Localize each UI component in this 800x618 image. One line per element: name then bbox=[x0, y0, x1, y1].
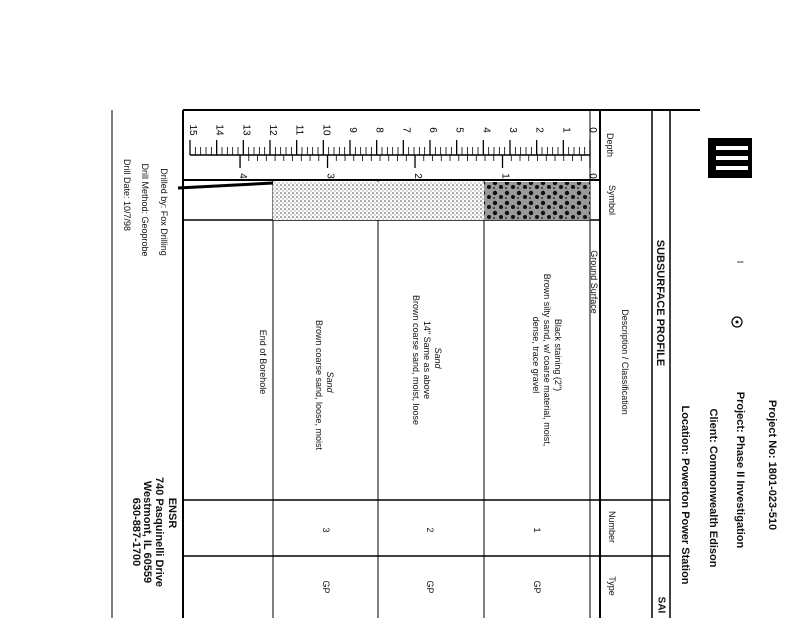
company-address-1: 740 Pasquinelli Drive bbox=[153, 476, 165, 588]
layer-1-number: 1 bbox=[532, 527, 542, 533]
company-phone: 630-887-1700 bbox=[130, 497, 142, 567]
depth-ft-label: 15 bbox=[187, 124, 198, 136]
layer-3-number: 3 bbox=[321, 527, 331, 533]
col-number: Number bbox=[607, 510, 617, 544]
depth-ft-label: 7 bbox=[400, 127, 412, 133]
depth-m-label: 1 bbox=[499, 173, 511, 179]
layer-3-line-1: Brown coarse sand, loose, moist bbox=[314, 319, 324, 451]
layer-2-line-1: 14" Same as above bbox=[422, 320, 432, 400]
depth-ft-label: 4 bbox=[480, 127, 492, 133]
depth-ft-label: 14 bbox=[213, 124, 225, 136]
client-name: Client: Commonwealth Edison bbox=[707, 408, 719, 568]
depth-ft-label: 8 bbox=[373, 127, 385, 133]
symbol-gravel-fill bbox=[484, 182, 590, 220]
layer-1-type: GP bbox=[532, 580, 542, 594]
col-symbol: Symbol bbox=[607, 184, 617, 216]
symbol-sand-fill bbox=[273, 182, 484, 220]
depth-ft-label: 0 bbox=[587, 127, 598, 133]
col-type: Type bbox=[607, 576, 617, 596]
end-of-borehole: End of Borehole bbox=[258, 329, 268, 395]
layer-2-type: GP bbox=[425, 580, 435, 594]
depth-ft-label: 6 bbox=[427, 127, 438, 133]
layer-2-number: 2 bbox=[425, 527, 435, 533]
layer-1-line-2: Brown silty sand, w/ coarse material, moist, bbox=[542, 273, 552, 447]
drilled-by: Drilled by: Fox Drilling bbox=[159, 168, 169, 256]
drill-date: Drill Date: 10/7/98 bbox=[122, 158, 132, 232]
company-name: ENSR bbox=[166, 497, 178, 529]
samples-header-partial: SAI bbox=[655, 596, 667, 614]
project-name: Project: Phase II Investigation bbox=[734, 391, 746, 549]
depth-m-label: 3 bbox=[324, 173, 336, 179]
depth-ft-label: 13 bbox=[240, 124, 252, 136]
layer-1-line-1: Black staining (2") bbox=[553, 318, 563, 392]
depth-scale bbox=[190, 140, 590, 168]
layer-2-line-2: Brown coarse sand, moist, loose bbox=[411, 294, 421, 426]
company-address-2: Westmont, IL 60559 bbox=[141, 480, 153, 584]
section-title: SUBSURFACE PROFILE bbox=[654, 239, 666, 367]
project-number: Project No: 1801-023-510 bbox=[766, 399, 778, 531]
depth-ft-label: 1 bbox=[560, 127, 572, 133]
col-depth: Depth bbox=[605, 132, 615, 158]
layer-2-title: Sand bbox=[433, 347, 443, 369]
header-mark: I bbox=[735, 260, 745, 264]
depth-ft-labels bbox=[187, 124, 598, 136]
layer-3-type: GP bbox=[321, 580, 331, 594]
site-location: Location: Powerton Power Station bbox=[679, 405, 691, 585]
depth-ft-label: 2 bbox=[533, 127, 545, 133]
ground-surface-label: Ground Surface bbox=[589, 250, 599, 314]
lithology-symbols bbox=[273, 182, 590, 220]
depth-ft-label: 10 bbox=[320, 124, 332, 136]
layer-1-line-3: dense, trace gravel bbox=[531, 316, 541, 394]
depth-ft-label: 9 bbox=[347, 127, 358, 133]
depth-ft-label: 3 bbox=[507, 127, 518, 133]
layer-3-title: Sand bbox=[325, 371, 335, 393]
depth-ft-label: 11 bbox=[293, 124, 305, 136]
ensr-logo bbox=[708, 138, 752, 178]
col-description: Description / Classification bbox=[620, 309, 630, 415]
drill-method: Drill Method: Geoprobe bbox=[140, 163, 150, 257]
depth-m-label: 2 bbox=[412, 173, 424, 179]
depth-m-labels bbox=[237, 173, 598, 179]
depth-m-label: 0 bbox=[587, 173, 598, 179]
depth-ft-label: 5 bbox=[453, 127, 465, 133]
depth-m-label: 4 bbox=[237, 173, 249, 179]
depth-ft-label: 12 bbox=[267, 124, 278, 136]
registered-mark-icon bbox=[732, 317, 742, 327]
